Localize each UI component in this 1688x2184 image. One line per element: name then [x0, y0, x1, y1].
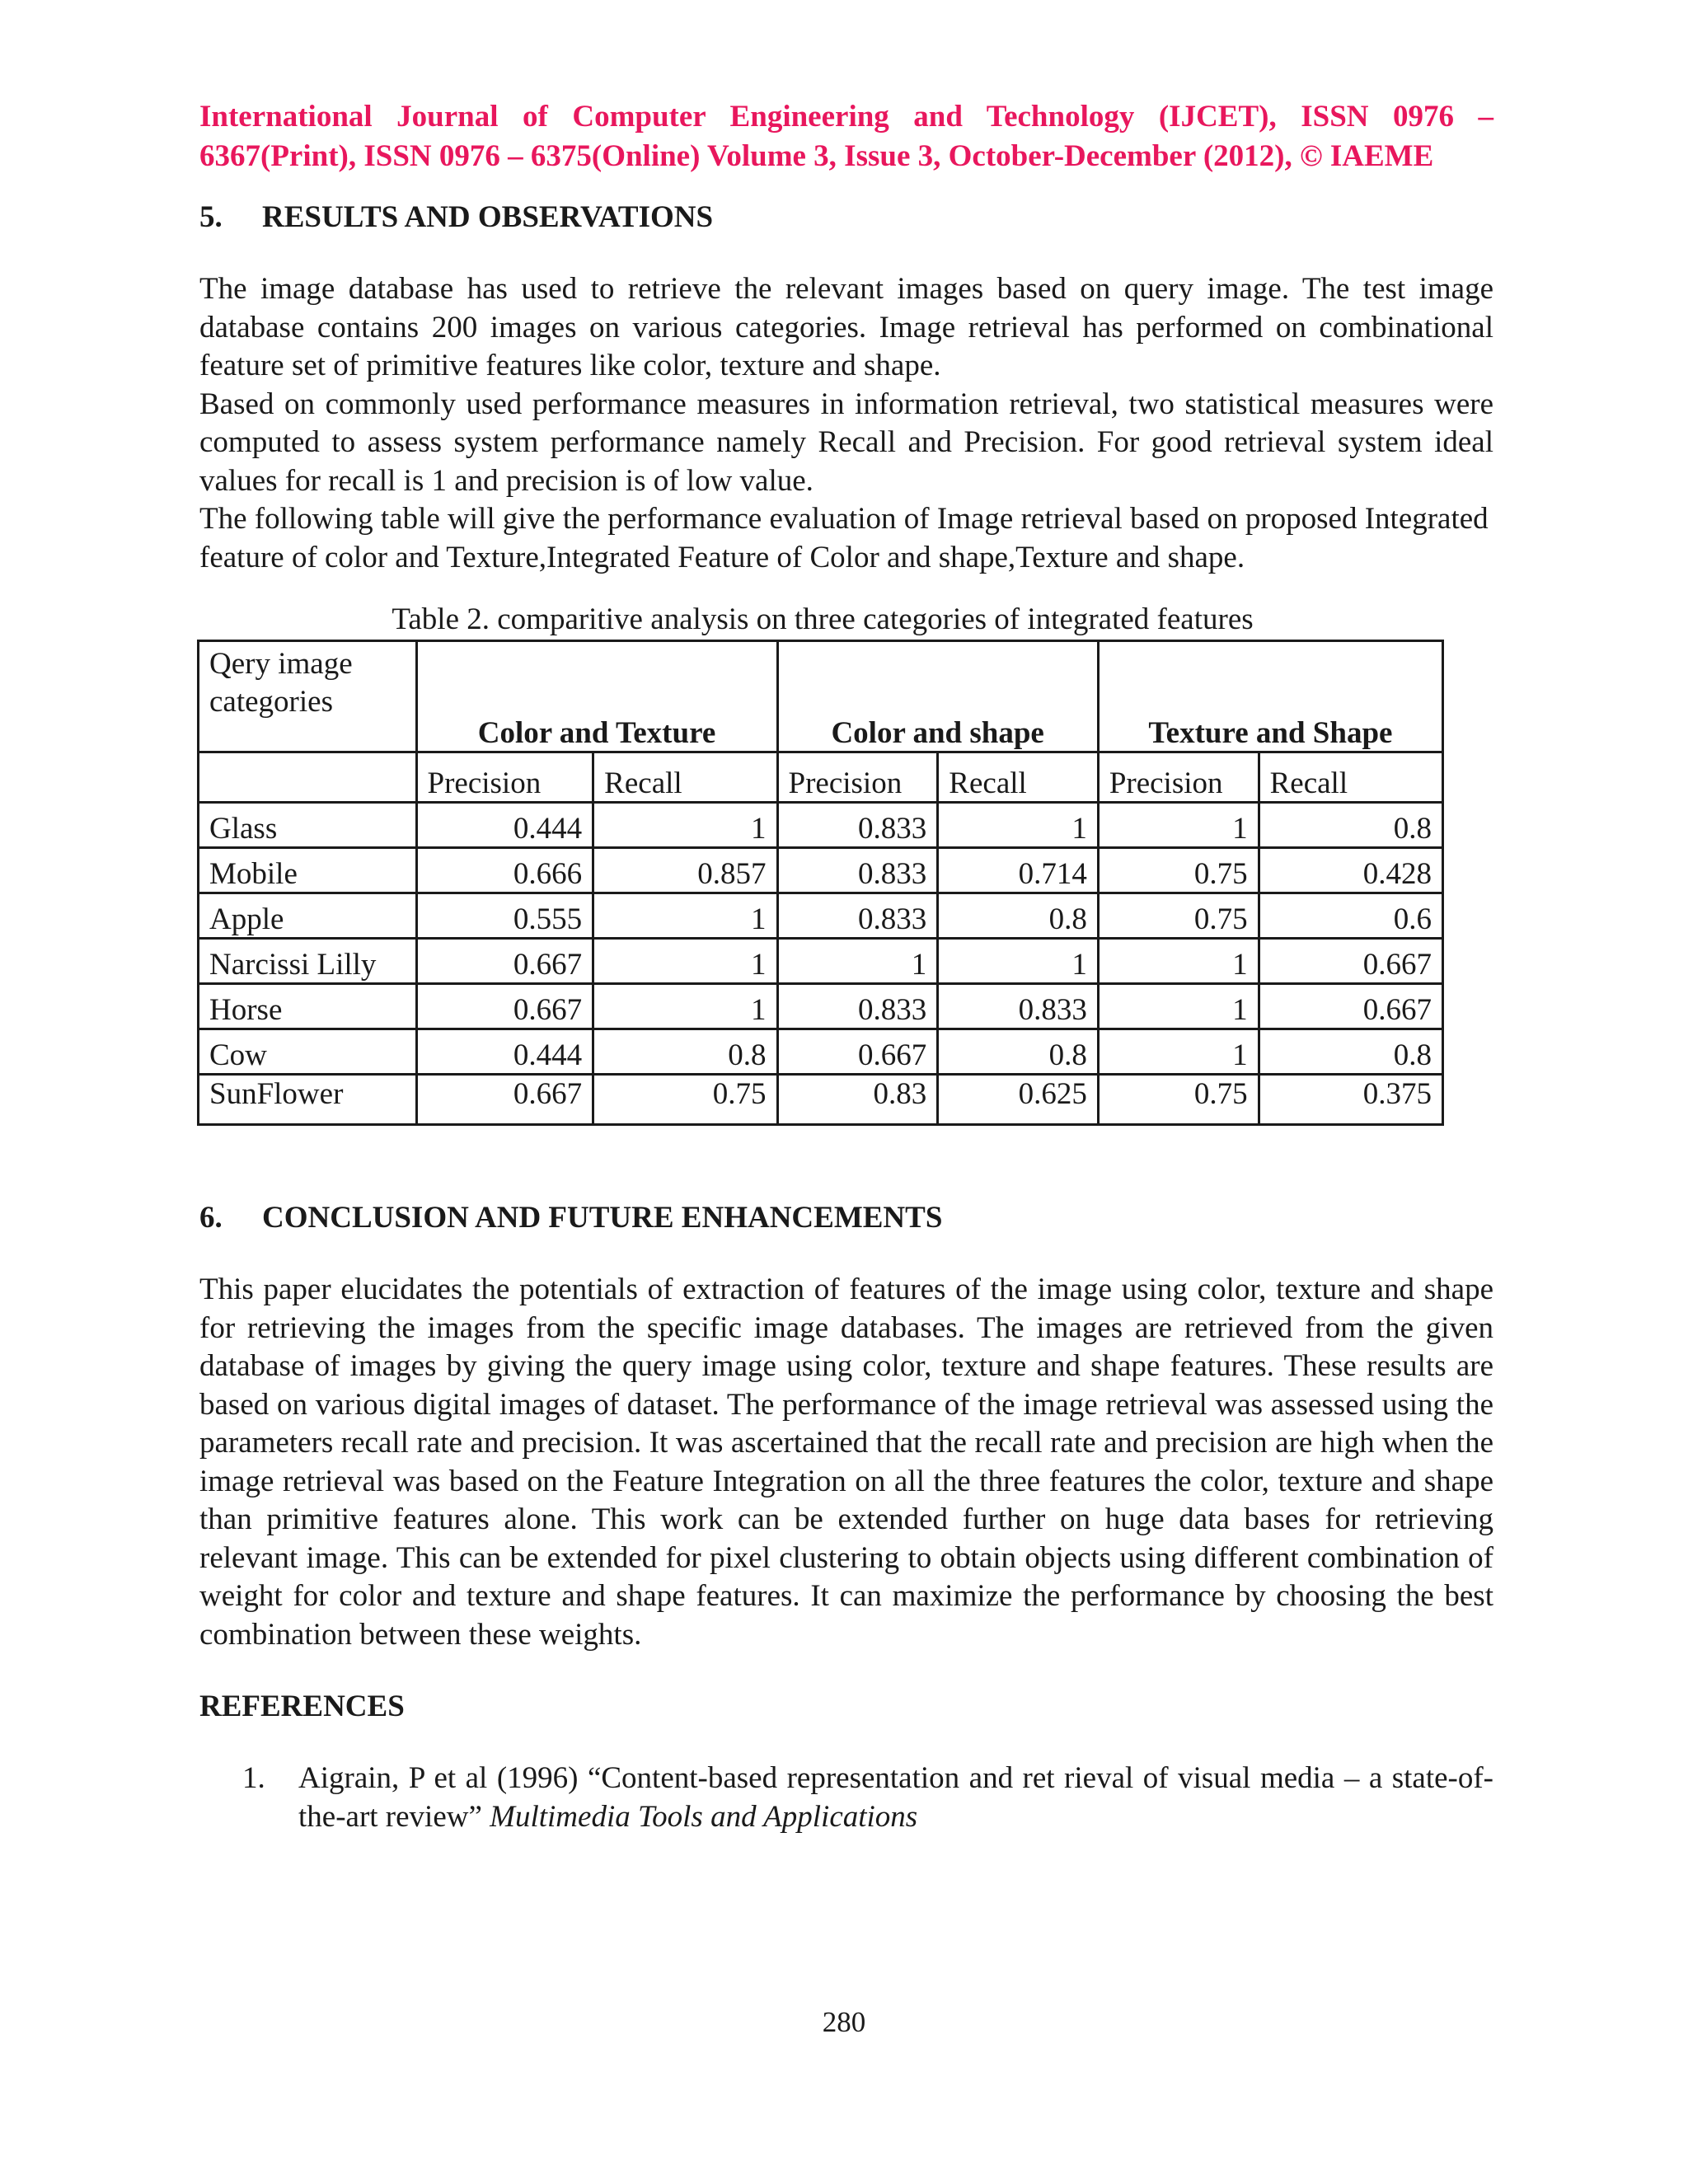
table-cell: 0.555: [416, 893, 593, 939]
table-cell: 0.714: [938, 848, 1099, 893]
table-cell: 0.667: [416, 939, 593, 984]
journal-header-line-1: International Journal of Computer Engineering and Technology (IJCET), ISSN 0976 –: [199, 100, 1493, 134]
table-cell: 0.8: [938, 1029, 1099, 1075]
table-cell: 0.667: [416, 984, 593, 1029]
results-table: [197, 640, 1444, 1126]
reference-item: [199, 1760, 1493, 1836]
row-category: Horse: [199, 984, 417, 1029]
table-cell: 0.8: [593, 1029, 777, 1075]
table-cell: 1: [1098, 803, 1259, 848]
table-cell: 0.75: [1098, 848, 1259, 893]
section-5-paragraph-1: The image database has used to retrieve the relevant images based on query image. The test image database contains 200 images on various categories. Image retrieval has performed on combinational feature set of primitive features like color, texture and shape.: [199, 272, 1493, 382]
table-cell: 0.833: [938, 984, 1099, 1029]
group-header-color-shape: Color and shape: [777, 641, 1098, 752]
table-subheader-row: [199, 752, 1443, 803]
section-5-paragraph-3: The following table will give the performance evaluation of Image retrieval based on proposed Integrated feature of color and Texture,Integrated Feature of Color and shape,Texture and shape.: [199, 502, 1489, 574]
table-cell: 0.83: [777, 1075, 938, 1125]
table-cell: 0.833: [777, 848, 938, 893]
table-cell: 0.8: [1259, 1029, 1442, 1075]
query-category-header: Qery image categories: [199, 641, 417, 752]
table-cell: 0.666: [416, 848, 593, 893]
row-category: Narcissi Lilly: [199, 939, 417, 984]
table-cell: 1: [1098, 939, 1259, 984]
group-header-texture-shape: Texture and Shape: [1098, 641, 1442, 752]
section-6-number: 6.: [199, 1201, 223, 1235]
table-cell: 0.6: [1259, 893, 1442, 939]
table-cell: 1: [1098, 1029, 1259, 1075]
table-cell: 0.8: [1259, 803, 1442, 848]
table-cell: 1: [593, 803, 777, 848]
section-6-heading: [199, 1198, 1493, 1238]
table-group-header-row: [199, 641, 1443, 752]
subheader-recall: Recall: [593, 752, 777, 803]
table-cell: 1: [938, 803, 1099, 848]
table-cell: 0.75: [1098, 893, 1259, 939]
table-cell: 0.667: [1259, 984, 1442, 1029]
group-header-color-texture: Color and Texture: [416, 641, 777, 752]
section-5-heading: [199, 198, 1493, 237]
table-row: [199, 939, 1443, 984]
reference-text: Aigrain, P et al (1996) “Content-based representation and ret rieval of visual media – a state-of-the-art review”: [298, 1761, 1493, 1834]
table-cell: 1: [593, 893, 777, 939]
table-cell: 0.444: [416, 1029, 593, 1075]
section-6-paragraph-1: This paper elucidates the potentials of extraction of features of the image using color, texture and shape for retrieving the images from the specific image databases. The images are retrieved from the given database of images by giving the query image using color, texture and shape features. These results are based on various digital images of dataset. The performance of the image retrieval was assessed using the parameters recall rate and precision. It was ascertained that the recall rate and precision are high when the image retrieval was based on the Feature Integration on all the three features the color, texture and shape than primitive features alone. This work can be extended further on huge data bases for retrieving relevant image. This can be extended for pixel clustering to obtain objects using different combination of weight for color and texture and shape features. It can maximize the performance by choosing the best combination between these weights.: [199, 1272, 1493, 1652]
table-cell: 1: [938, 939, 1099, 984]
table-cell: 0.833: [777, 893, 938, 939]
table-cell: 0.375: [1259, 1075, 1442, 1125]
journal-header: [199, 97, 1493, 176]
table-cell: 0.75: [593, 1075, 777, 1125]
table-cell: 0.833: [777, 984, 938, 1029]
references-heading: REFERENCES: [199, 1690, 405, 1723]
subheader-precision: Precision: [777, 752, 938, 803]
table-cell: 0.667: [1259, 939, 1442, 984]
reference-number: 1.: [242, 1761, 265, 1795]
table-caption: Table 2. comparitive analysis on three categories of integrated features: [392, 602, 1254, 636]
table-cell: 0.833: [777, 803, 938, 848]
subheader-recall: Recall: [938, 752, 1099, 803]
table-cell: 0.667: [416, 1075, 593, 1125]
table-cell: 0.667: [777, 1029, 938, 1075]
table-cell: 1: [1098, 984, 1259, 1029]
table-cell: 0.75: [1098, 1075, 1259, 1125]
table-cell: 0.8: [938, 893, 1099, 939]
section-5-title: RESULTS AND OBSERVATIONS: [262, 200, 714, 234]
row-category: Apple: [199, 893, 417, 939]
table-cell: 1: [593, 984, 777, 1029]
table-cell: 0.444: [416, 803, 593, 848]
table-row: [199, 893, 1443, 939]
references-list: [199, 1760, 1493, 1836]
section-5-number: 5.: [199, 200, 223, 234]
row-category: Glass: [199, 803, 417, 848]
section-6-title: CONCLUSION AND FUTURE ENHANCEMENTS: [262, 1201, 943, 1235]
subheader-recall: Recall: [1259, 752, 1442, 803]
table-cell: 0.857: [593, 848, 777, 893]
subheader-empty-cell: [199, 752, 417, 803]
journal-header-line-2: 6367(Print), ISSN 0976 – 6375(Online) Volume 3, Issue 3, October-December (2012), © IAEME: [199, 139, 1434, 173]
subheader-precision: Precision: [416, 752, 593, 803]
table-cell: 0.428: [1259, 848, 1442, 893]
page-content: [199, 97, 1493, 1836]
table-row: [199, 1029, 1443, 1075]
row-category: Cow: [199, 1029, 417, 1075]
table-cell: 0.625: [938, 1075, 1099, 1125]
reference-journal: Multimedia Tools and Applications: [490, 1799, 918, 1834]
row-category: SunFlower: [199, 1075, 417, 1125]
table-row: [199, 1075, 1443, 1125]
table-row: [199, 803, 1443, 848]
row-category: Mobile: [199, 848, 417, 893]
section-5-paragraph-2: Based on commonly used performance measures in information retrieval, two statistical measures were computed to assess system performance namely Recall and Precision. For good retrieval system ideal values for recall is 1 and precision is of low value.: [199, 387, 1493, 498]
table-cell: 1: [777, 939, 938, 984]
page-number: 280: [822, 2006, 866, 2038]
table-cell: 1: [593, 939, 777, 984]
subheader-precision: Precision: [1098, 752, 1259, 803]
table-row: [199, 984, 1443, 1029]
table-row: [199, 848, 1443, 893]
